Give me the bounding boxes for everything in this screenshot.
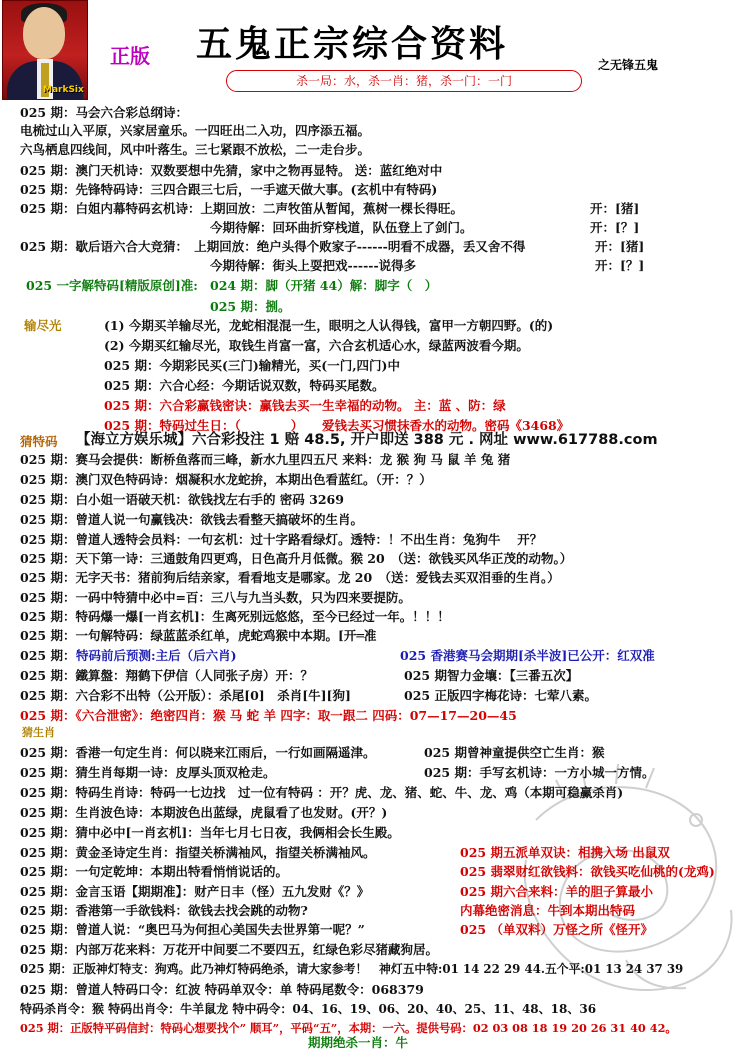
line-1: 025 期：马会六合彩总纲诗： <box>20 105 188 120</box>
line-25: 025 期：一码中特猜中必中=百：三八与九当头数，只为四来要提防。 <box>20 590 411 605</box>
line-40: 025 期：香港第一手欲钱料：欲钱去找会跳的动物? <box>20 903 308 918</box>
line-20: 025 期：白小姐一语破天机：欲钱找左右手的 密码 3269 <box>20 492 344 507</box>
line-10a: 025 一字解特码[精版原创]准: <box>26 278 198 293</box>
line-37: 025 期：黄金圣诗定生肖：指望关桥满袖风，指望关桥满袖风。 <box>20 845 376 860</box>
line-37-right: 025 期五派单双诀：相携入场 出鼠双 <box>460 845 670 860</box>
line-28-prefix: 025 期： <box>20 648 76 663</box>
section-lose-all: 输尽光 <box>24 318 62 333</box>
line-30: 025 期：六合彩不出特（公开版）：杀尾[0] 杀肖[牛][狗] <box>20 688 351 703</box>
line-7-open: 开：[？] <box>590 220 640 235</box>
photo-logo: MarkSix <box>43 85 84 95</box>
line-2: 电梳过山入平原，兴家居童乐。一四旺出二入功，四序添五福。 <box>20 123 371 138</box>
line-23: 025 期：天下第一诗：三通鼓角四更鸡，日色高升月低微。猴 20 （送：欲钱买风华正茂的动物。） <box>20 551 573 566</box>
line-7: 今期待解：回环曲折穿栈道，队伍登上了剑门。 <box>210 220 473 235</box>
author: 之无锋五鬼 <box>598 58 659 72</box>
photo-face <box>23 7 65 59</box>
kill-banner: 杀一局：水，杀一肖：猪，杀一门：一门 <box>226 70 582 92</box>
line-30-right: 025 正版四字梅花诗：七荤八素。 <box>404 688 597 703</box>
avatar <box>2 0 88 100</box>
line-34: 025 期：特码生肖诗：特码一七边找 过一位有特码 ：开？虎、龙、猪、蛇、牛、龙、鸡（本期可稳赢杀肖) <box>20 785 624 800</box>
line-46: 025 期：正版特平码信封：特码心想要找个” 顺耳”，平码“五”，本期：一六。提供号码：02 03 08 18 19 20 26 31 40 42。 <box>20 1021 677 1035</box>
line-16: 025 期：六合彩赢钱密诀：赢钱去买一生幸福的动物。 主：蓝 、防：绿 <box>104 398 506 413</box>
line-19: 025 期：澳门双色特码诗：烟凝积水龙蛇拚，本期出色看蓝红。（开：？） <box>20 472 432 487</box>
line-8: 025 期：歇后语六合大竞猜： 上期回放：绝户头得个败家子------明看不成器，丢又舍不得 <box>20 239 526 254</box>
line-9: 今期待解：街头上耍把戏------说得多 <box>210 258 417 273</box>
line-42: 025 期：内部万花来料：万花开中间要二不要四五，红绿色彩尽猪藏狗居。 <box>20 942 438 957</box>
line-14: 025 期：今期彩民买(三门)输精光，买(一门,四门)中 <box>104 358 400 373</box>
line-35: 025 期：生肖波色诗：本期波色出蓝绿，虎鼠看了也发财。(开？) <box>20 805 388 820</box>
line-22: 025 期：曾道人透特会员料：一句玄机：过十字路看绿灯。透特：！不出生肖：兔狗牛 开？ <box>20 532 543 547</box>
line-26: 025 期：特码爆一爆[一肖玄机]：生离死别远悠悠，至今已经过一年。！！！ <box>20 609 450 624</box>
line-39-right: 025 期六合来料：羊的胆子算最小 <box>460 884 653 899</box>
line-28-right: 025 香港赛马会期期[杀半波]已公开：红双准 <box>400 648 655 663</box>
line-15: 025 期：六合心经：今期话说双数，特码买尾数。 <box>104 378 385 393</box>
line-45: 特码杀肖令：猴 特码出肖令：牛羊鼠龙 特中码令：04、16、19、06、20、40、25、11、48、18、36 <box>20 1002 597 1016</box>
line-24: 025 期：无字天书：猪前狗后结亲家，看看地支是哪家。龙 20 （送：爱钱去买双泪垂的生肖。） <box>20 570 560 585</box>
edition-label: 正版 <box>110 44 150 68</box>
line-47: 期期绝杀一肖：牛 <box>308 1035 409 1050</box>
line-6-open: 开：[猪] <box>590 201 640 216</box>
line-6: 025 期：白姐内幕特码玄机诗：上期回放：二声牧笛从暂闻，蕉树一棵长得旺。 <box>20 201 463 216</box>
line-29: 025 期：鐵算盤：翔鹤下伊信（人同张子房）开：？ <box>20 668 313 683</box>
page-title: 五鬼正宗综合资料 <box>196 23 509 65</box>
line-10b: 024 期：脚（开猪 44）解：脚字（ ） <box>210 278 438 293</box>
line-4: 025 期：澳门天机诗：双数要想中先猜，家中之物再显特。 送：蓝红绝对中 <box>20 163 443 178</box>
line-13: (2) 今期买红输尽光，取钱生肖富一富，六合玄机适心水，绿蓝两波看今期。 <box>104 338 529 353</box>
line-17: 025 期：特码过生日：（ ） 爱钱去买习惯抹香水的动物。密码《3468》 <box>104 418 570 433</box>
line-38-right: 025 翡翠财红欲钱料：欲钱买吃仙桃的(龙鸡) <box>460 864 715 879</box>
line-44: 025 期：曾道人特码口令：红波 特码单双令：单 特码尾数令：068379 <box>20 982 424 997</box>
line-21: 025 期：曾道人说一句赢钱决：欲钱去看整天搞破坏的生肖。 <box>20 512 363 527</box>
line-32: 025 期：香港一句定生肖：何以晓来江雨后，一行如画隔遥津。 <box>20 745 376 760</box>
line-33: 025 期：猜生肖每期一诗：皮厚头顶双枪走。 <box>20 765 276 780</box>
line-29-right: 025 期智力金壤：【三番五次】 <box>404 668 579 683</box>
line-41: 025 期：曾道人说：“奥巴马为何担心美国失去世界第一呢？” <box>20 922 365 937</box>
line-43: 025 期：正版神灯特支：狗鸡。此乃神灯特码绝杀，请大家参考！ 神灯五中特:01 14 22 29 44.五个平:01 13 24 37 39 <box>20 962 684 976</box>
line-36: 025 期：猜中必中[一肖玄机]：当年七月七日夜，我俩相会长生殿。 <box>20 825 400 840</box>
ad-banner: 【海立方娱乐城】六合彩投注 1 赔 48.5, 开户即送 388 元 . 网址 www.617788.com <box>76 432 658 448</box>
line-31: 025 期：《六合泄密》：绝密四肖：猴 马 蛇 羊 四字：取一跟二 四码：07—17—20—45 <box>20 708 517 723</box>
section-guess-special: 猜特码 <box>20 434 58 449</box>
line-12: (1) 今期买羊输尽光，龙蛇相混混一生，眼明之人认得钱，富甲一方朝四野。(的) <box>104 318 554 333</box>
line-33-right: 025 期：手写玄机诗：一方小城一方情。 <box>424 765 655 780</box>
line-39: 025 期：金言玉语【期期准】：财产日丰（怪）五九发财《？》 <box>20 884 370 899</box>
line-28: 特码前后预测:主后（后六肖) <box>76 648 237 663</box>
line-18: 025 期：赛马会提供：断桥鱼落而三峰，新水九里四五尺 来料：龙 猴 狗 马 鼠 羊 兔 猪 <box>20 452 511 467</box>
section-guess-zodiac: 猜生肖 <box>22 726 55 739</box>
line-38: 025 期：一句定乾坤：本期出特看悄悄说话的。 <box>20 864 288 879</box>
line-27: 025 期：一句解特码：绿蓝蓝杀红单，虎蛇鸡猴中本期。[开═准 <box>20 628 377 643</box>
line-8-open: 开：[猪] <box>595 239 645 254</box>
line-3: 六鸟栖息四线间，风中叶落生。三七紧跟不放松，二一走台步。 <box>20 142 371 157</box>
line-40-right: 内幕绝密消息：牛到本期出特码 <box>460 903 636 918</box>
line-11: 025 期：捌。 <box>210 299 291 314</box>
line-32-right: 025 期曾神童提供空亡生肖：猴 <box>424 745 605 760</box>
line-9-open: 开：[？] <box>595 258 645 273</box>
line-5: 025 期：先锋特码诗：三四合跟三七后，一手遮天做大事。(玄机中有特码) <box>20 182 438 197</box>
line-41-right: 025 （单双料）万怪之所《怪开》 <box>460 922 653 937</box>
